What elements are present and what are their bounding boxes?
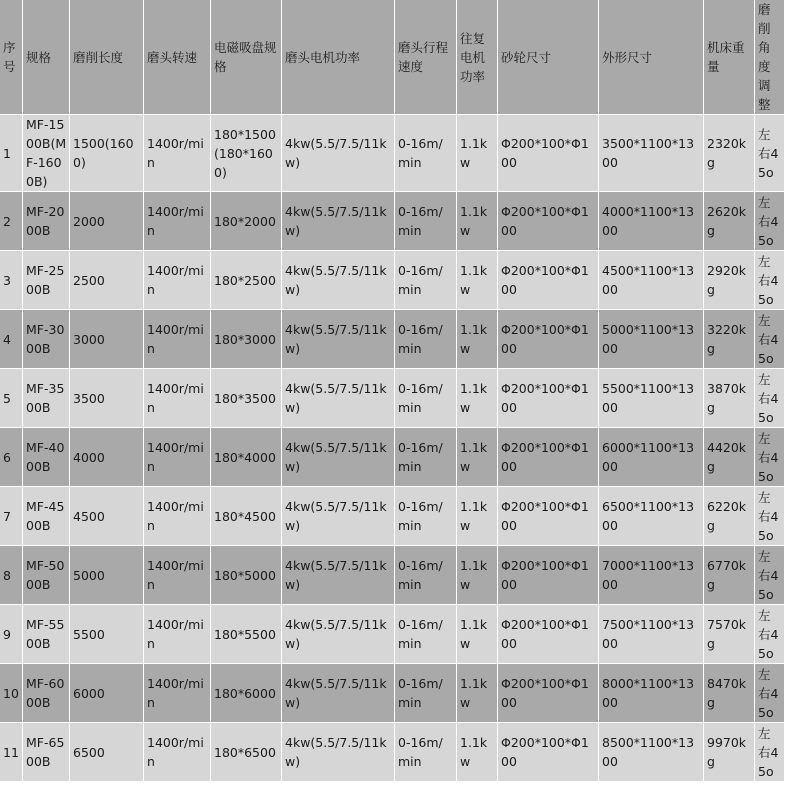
cell-head-motor-power: 4kw(5.5/7.5/11kw)	[282, 487, 395, 546]
cell-head-motor-power: 4kw(5.5/7.5/11kw)	[282, 369, 395, 428]
table-row	[0, 369, 785, 428]
cell-machine-weight: 9970kg	[704, 723, 755, 782]
cell-head-travel-speed: 0-16m/min	[395, 723, 457, 782]
cell-head-speed: 1400r/min	[144, 369, 211, 428]
header-cell-angle-adjustment: 磨削角度调整	[755, 0, 785, 115]
cell-reciprocating-motor-power: 1.1kw	[457, 723, 498, 782]
cell-index: 2	[0, 192, 23, 251]
cell-model: MF-2500B	[23, 251, 70, 310]
table-row	[0, 115, 785, 192]
cell-head-travel-speed: 0-16m/min	[395, 546, 457, 605]
cell-overall-dimensions: 6000*1100*1300	[599, 428, 704, 487]
cell-head-motor-power: 4kw(5.5/7.5/11kw)	[282, 428, 395, 487]
cell-angle-adjustment: 左右45o	[755, 369, 785, 428]
cell-wheel-size: Φ200*100*Φ100	[498, 310, 599, 369]
cell-machine-weight: 7570kg	[704, 605, 755, 664]
cell-head-travel-speed: 0-16m/min	[395, 428, 457, 487]
header-cell-wheel-size: 砂轮尺寸	[498, 0, 599, 115]
cell-wheel-size: Φ200*100*Φ100	[498, 487, 599, 546]
cell-head-speed: 1400r/min	[144, 428, 211, 487]
cell-index: 4	[0, 310, 23, 369]
cell-overall-dimensions: 5000*1100*1300	[599, 310, 704, 369]
cell-angle-adjustment: 左右45o	[755, 115, 785, 192]
cell-overall-dimensions: 6500*1100*1300	[599, 487, 704, 546]
header-cell-chuck-spec: 电磁吸盘规格	[211, 0, 282, 115]
cell-chuck-spec: 180*6500	[211, 723, 282, 782]
cell-machine-weight: 2920kg	[704, 251, 755, 310]
cell-head-speed: 1400r/min	[144, 605, 211, 664]
cell-grinding-length: 5000	[70, 546, 144, 605]
cell-head-speed: 1400r/min	[144, 251, 211, 310]
header-cell-head-motor-power: 磨头电机功率	[282, 0, 395, 115]
cell-wheel-size: Φ200*100*Φ100	[498, 115, 599, 192]
header-cell-machine-weight: 机床重量	[704, 0, 755, 115]
table-row	[0, 251, 785, 310]
cell-machine-weight: 3870kg	[704, 369, 755, 428]
cell-model: MF-2000B	[23, 192, 70, 251]
table-row	[0, 546, 785, 605]
cell-index: 8	[0, 546, 23, 605]
cell-chuck-spec: 180*3500	[211, 369, 282, 428]
header-cell-head-travel-speed: 磨头行程速度	[395, 0, 457, 115]
cell-head-speed: 1400r/min	[144, 115, 211, 192]
cell-overall-dimensions: 3500*1100*1300	[599, 115, 704, 192]
cell-angle-adjustment: 左右45o	[755, 251, 785, 310]
cell-machine-weight: 6770kg	[704, 546, 755, 605]
cell-grinding-length: 4500	[70, 487, 144, 546]
cell-grinding-length: 3500	[70, 369, 144, 428]
cell-chuck-spec: 180*2500	[211, 251, 282, 310]
cell-head-travel-speed: 0-16m/min	[395, 605, 457, 664]
cell-angle-adjustment: 左右45o	[755, 723, 785, 782]
cell-index: 3	[0, 251, 23, 310]
cell-model: MF-6500B	[23, 723, 70, 782]
header-row	[0, 0, 785, 115]
cell-reciprocating-motor-power: 1.1kw	[457, 546, 498, 605]
cell-chuck-spec: 180*4000	[211, 428, 282, 487]
cell-head-motor-power: 4kw(5.5/7.5/11kw)	[282, 192, 395, 251]
header-cell-reciprocating-motor-power: 往复电机功率	[457, 0, 498, 115]
cell-wheel-size: Φ200*100*Φ100	[498, 605, 599, 664]
cell-chuck-spec: 180*3000	[211, 310, 282, 369]
header-cell-model: 规格	[23, 0, 70, 115]
header-cell-head-speed: 磨头转速	[144, 0, 211, 115]
cell-head-motor-power: 4kw(5.5/7.5/11kw)	[282, 546, 395, 605]
cell-chuck-spec: 180*1500(180*1600)	[211, 115, 282, 192]
cell-wheel-size: Φ200*100*Φ100	[498, 428, 599, 487]
cell-angle-adjustment: 左右45o	[755, 310, 785, 369]
cell-model: MF-3000B	[23, 310, 70, 369]
cell-machine-weight: 6220kg	[704, 487, 755, 546]
cell-head-motor-power: 4kw(5.5/7.5/11kw)	[282, 251, 395, 310]
cell-head-speed: 1400r/min	[144, 546, 211, 605]
cell-head-travel-speed: 0-16m/min	[395, 664, 457, 723]
cell-machine-weight: 2320kg	[704, 115, 755, 192]
table-row	[0, 487, 785, 546]
cell-machine-weight: 3220kg	[704, 310, 755, 369]
cell-head-travel-speed: 0-16m/min	[395, 192, 457, 251]
table-row	[0, 310, 785, 369]
cell-reciprocating-motor-power: 1.1kw	[457, 664, 498, 723]
cell-reciprocating-motor-power: 1.1kw	[457, 428, 498, 487]
table-row	[0, 192, 785, 251]
cell-reciprocating-motor-power: 1.1kw	[457, 115, 498, 192]
cell-angle-adjustment: 左右45o	[755, 605, 785, 664]
cell-chuck-spec: 180*5000	[211, 546, 282, 605]
cell-model: MF-4000B	[23, 428, 70, 487]
cell-head-travel-speed: 0-16m/min	[395, 115, 457, 192]
cell-head-speed: 1400r/min	[144, 487, 211, 546]
cell-model: MF-5000B	[23, 546, 70, 605]
cell-grinding-length: 5500	[70, 605, 144, 664]
cell-head-speed: 1400r/min	[144, 310, 211, 369]
cell-head-travel-speed: 0-16m/min	[395, 310, 457, 369]
cell-model: MF-6000B	[23, 664, 70, 723]
cell-reciprocating-motor-power: 1.1kw	[457, 192, 498, 251]
cell-machine-weight: 2620kg	[704, 192, 755, 251]
table-row	[0, 664, 785, 723]
cell-index: 1	[0, 115, 23, 192]
cell-machine-weight: 8470kg	[704, 664, 755, 723]
header-cell-index: 序号	[0, 0, 23, 115]
cell-grinding-length: 2000	[70, 192, 144, 251]
cell-machine-weight: 4420kg	[704, 428, 755, 487]
cell-head-travel-speed: 0-16m/min	[395, 369, 457, 428]
cell-model: MF-4500B	[23, 487, 70, 546]
cell-grinding-length: 1500(1600)	[70, 115, 144, 192]
cell-angle-adjustment: 左右45o	[755, 487, 785, 546]
header-cell-grinding-length: 磨削长度	[70, 0, 144, 115]
header-cell-overall-dimensions: 外形尺寸	[599, 0, 704, 115]
cell-model: MF-3500B	[23, 369, 70, 428]
cell-wheel-size: Φ200*100*Φ100	[498, 251, 599, 310]
cell-overall-dimensions: 4000*1100*1300	[599, 192, 704, 251]
cell-head-speed: 1400r/min	[144, 723, 211, 782]
cell-head-motor-power: 4kw(5.5/7.5/11kw)	[282, 723, 395, 782]
cell-overall-dimensions: 7500*1100*1300	[599, 605, 704, 664]
cell-chuck-spec: 180*5500	[211, 605, 282, 664]
cell-chuck-spec: 180*6000	[211, 664, 282, 723]
cell-model: MF-5500B	[23, 605, 70, 664]
cell-reciprocating-motor-power: 1.1kw	[457, 369, 498, 428]
cell-head-speed: 1400r/min	[144, 192, 211, 251]
cell-grinding-length: 2500	[70, 251, 144, 310]
cell-overall-dimensions: 5500*1100*1300	[599, 369, 704, 428]
table-row	[0, 428, 785, 487]
cell-grinding-length: 4000	[70, 428, 144, 487]
cell-index: 9	[0, 605, 23, 664]
cell-index: 5	[0, 369, 23, 428]
cell-head-motor-power: 4kw(5.5/7.5/11kw)	[282, 115, 395, 192]
cell-head-motor-power: 4kw(5.5/7.5/11kw)	[282, 310, 395, 369]
cell-head-motor-power: 4kw(5.5/7.5/11kw)	[282, 664, 395, 723]
cell-angle-adjustment: 左右45o	[755, 664, 785, 723]
cell-index: 6	[0, 428, 23, 487]
cell-angle-adjustment: 左右45o	[755, 546, 785, 605]
cell-overall-dimensions: 8000*1100*1300	[599, 664, 704, 723]
cell-wheel-size: Φ200*100*Φ100	[498, 664, 599, 723]
cell-reciprocating-motor-power: 1.1kw	[457, 251, 498, 310]
cell-grinding-length: 3000	[70, 310, 144, 369]
cell-reciprocating-motor-power: 1.1kw	[457, 487, 498, 546]
cell-chuck-spec: 180*4500	[211, 487, 282, 546]
table-row	[0, 605, 785, 664]
cell-index: 7	[0, 487, 23, 546]
cell-head-motor-power: 4kw(5.5/7.5/11kw)	[282, 605, 395, 664]
cell-reciprocating-motor-power: 1.1kw	[457, 310, 498, 369]
cell-wheel-size: Φ200*100*Φ100	[498, 546, 599, 605]
cell-grinding-length: 6500	[70, 723, 144, 782]
cell-angle-adjustment: 左右45o	[755, 192, 785, 251]
cell-wheel-size: Φ200*100*Φ100	[498, 192, 599, 251]
cell-head-speed: 1400r/min	[144, 664, 211, 723]
cell-reciprocating-motor-power: 1.1kw	[457, 605, 498, 664]
cell-overall-dimensions: 8500*1100*1300	[599, 723, 704, 782]
cell-index: 10	[0, 664, 23, 723]
cell-index: 11	[0, 723, 23, 782]
cell-grinding-length: 6000	[70, 664, 144, 723]
cell-head-travel-speed: 0-16m/min	[395, 487, 457, 546]
cell-chuck-spec: 180*2000	[211, 192, 282, 251]
cell-wheel-size: Φ200*100*Φ100	[498, 369, 599, 428]
cell-head-travel-speed: 0-16m/min	[395, 251, 457, 310]
cell-angle-adjustment: 左右45o	[755, 428, 785, 487]
cell-model: MF-1500B(MF-1600B)	[23, 115, 70, 192]
cell-overall-dimensions: 4500*1100*1300	[599, 251, 704, 310]
cell-overall-dimensions: 7000*1100*1300	[599, 546, 704, 605]
table-row	[0, 723, 785, 782]
cell-wheel-size: Φ200*100*Φ100	[498, 723, 599, 782]
